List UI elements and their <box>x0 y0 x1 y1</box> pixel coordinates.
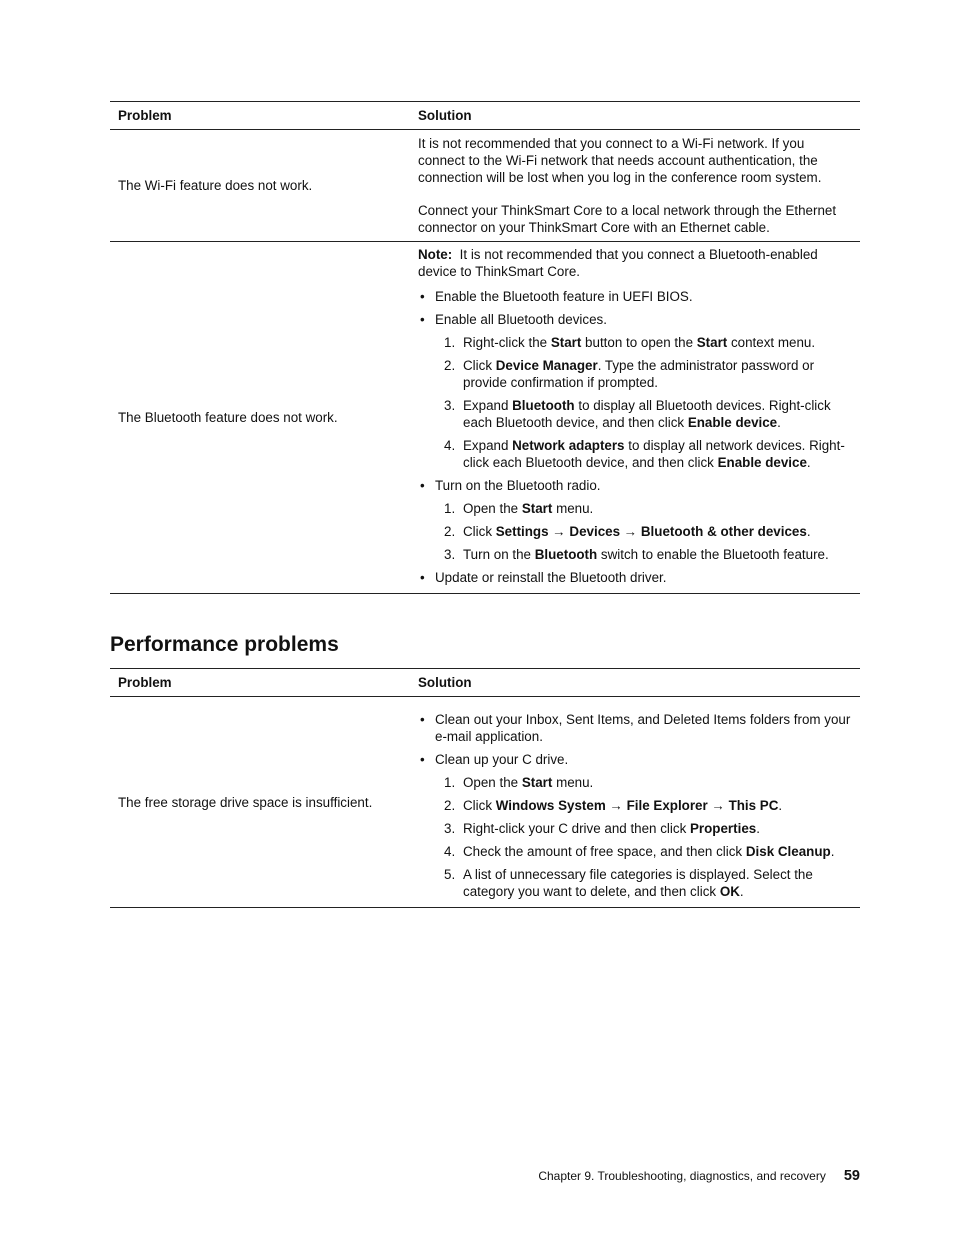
ui-term: This PC <box>728 798 779 813</box>
table-header-row <box>110 669 860 697</box>
step-text: . <box>756 821 760 836</box>
step-text: button to open the <box>581 335 697 350</box>
solution-cell <box>410 130 860 242</box>
ui-term: OK <box>719 884 740 899</box>
step-text: menu. <box>552 775 594 790</box>
step-number: 3. <box>444 398 456 413</box>
step-text: Expand <box>463 438 513 453</box>
bullet-list <box>418 288 852 586</box>
solution-column-header: Solution <box>418 108 472 123</box>
step-text: . Type the administrator password or provide confirmation if prompted. <box>463 358 815 390</box>
step-item <box>435 397 852 431</box>
table-row-bluetooth <box>110 242 860 594</box>
ui-term: Windows System <box>495 798 606 813</box>
list-item <box>418 311 852 471</box>
ui-term: Start <box>521 501 553 516</box>
solution-cell <box>410 697 860 908</box>
step-item <box>435 820 852 837</box>
step-text: Open the <box>463 501 522 516</box>
ui-term: Disk Cleanup <box>745 844 831 859</box>
step-number: 1. <box>444 775 456 790</box>
step-text: . <box>806 524 811 539</box>
list-item <box>418 751 852 900</box>
section-title: Performance problems <box>110 633 339 656</box>
step-text: to display all Bluetooth devices. Right-click each Bluetooth device, and then click <box>463 398 831 430</box>
solution-paragraph: It is not recommended that you connect to a Wi-Fi network. If you connect to the Wi-Fi network that needs account authentication, the connection will be lost when you log in the conference room system. <box>418 136 822 185</box>
step-item <box>435 357 852 391</box>
note-label: Note: <box>418 247 453 262</box>
step-item <box>435 500 852 517</box>
arrow-icon: → <box>707 798 729 813</box>
solution-paragraph: Connect your ThinkSmart Core to a local network through the Ethernet connector on your ThinkSmart Core with an Ethernet cable. <box>418 203 837 235</box>
step-number: 4. <box>444 844 456 859</box>
page-footer <box>538 1168 860 1184</box>
ui-term: File Explorer <box>626 798 708 813</box>
step-text: . <box>777 415 781 430</box>
solution-column-header: Solution <box>418 675 472 690</box>
step-text: Click <box>463 358 496 373</box>
step-text: A list of unnecessary file categories is displayed. Select the category you want to delete, and then click <box>463 867 813 899</box>
step-item <box>435 437 852 471</box>
step-item <box>435 843 852 860</box>
ui-term: Network adapters <box>512 438 625 453</box>
list-item-text: Clean out your Inbox, Sent Items, and Deleted Items folders from your e-mail application. <box>435 712 851 744</box>
solution-cell <box>410 242 860 594</box>
step-text: Check the amount of free space, and then click <box>463 844 746 859</box>
step-item <box>435 523 852 540</box>
step-list <box>435 500 852 563</box>
step-text: Expand <box>463 398 513 413</box>
step-item <box>435 866 852 900</box>
ui-term: Start <box>696 335 728 350</box>
note-text: It is not recommended that you connect a Bluetooth-enabled device to ThinkSmart Core. <box>418 247 818 279</box>
performance-table <box>110 668 860 908</box>
step-item <box>435 546 852 563</box>
ui-term: Devices <box>569 524 621 539</box>
step-list <box>435 774 852 900</box>
list-item-text: Update or reinstall the Bluetooth driver. <box>435 570 667 585</box>
chapter-title: Chapter 9. Troubleshooting, diagnostics, and recovery <box>538 1169 826 1183</box>
ui-term: Enable device <box>717 455 807 470</box>
step-text: . <box>830 844 835 859</box>
problem-column-header: Problem <box>118 108 172 123</box>
ui-term: Bluetooth <box>512 398 575 413</box>
step-text: Turn on the <box>463 547 535 562</box>
note <box>418 246 852 280</box>
step-text: . <box>778 798 783 813</box>
troubleshooting-table <box>110 101 860 594</box>
list-item-text: Enable the Bluetooth feature in UEFI BIOS. <box>435 289 693 304</box>
step-number: 1. <box>444 501 456 516</box>
ui-term: Start <box>550 335 582 350</box>
step-number: 3. <box>444 547 456 562</box>
problem-cell: The free storage drive space is insufficient. <box>118 794 373 810</box>
problem-cell: The Bluetooth feature does not work. <box>118 410 338 425</box>
ui-term: Start <box>521 775 553 790</box>
step-number: 2. <box>444 798 456 813</box>
step-number: 5. <box>444 867 456 882</box>
ui-term: Bluetooth & other devices <box>640 524 807 539</box>
step-text: Open the <box>463 775 522 790</box>
step-item <box>435 774 852 791</box>
step-text: Right-click the <box>463 335 551 350</box>
step-text: Right-click your C drive and then click <box>463 821 690 836</box>
table-row-wifi <box>110 130 860 242</box>
step-item <box>435 334 852 351</box>
step-text: switch to enable the Bluetooth feature. <box>597 547 829 562</box>
step-number: 3. <box>444 821 456 836</box>
list-item-text: Clean up your C drive. <box>435 752 569 767</box>
step-text: . <box>806 455 811 470</box>
ui-term: Device Manager <box>495 358 598 373</box>
page-number: 59 <box>843 1168 860 1184</box>
step-text: to display all network devices. Right-click each Bluetooth device, and then click <box>463 438 845 470</box>
bullet-list <box>418 711 852 900</box>
ui-term: Bluetooth <box>534 547 598 562</box>
ui-term: Enable device <box>687 415 778 430</box>
list-item-text: Enable all Bluetooth devices. <box>435 312 607 327</box>
step-number: 1. <box>444 335 456 350</box>
step-list <box>435 334 852 471</box>
list-item <box>418 288 852 305</box>
arrow-icon: → <box>620 524 641 539</box>
step-text: context menu. <box>727 335 816 350</box>
step-number: 4. <box>444 438 456 453</box>
table-header-row <box>110 102 860 130</box>
ui-term: Settings <box>495 524 549 539</box>
step-text: Click <box>463 798 496 813</box>
step-number: 2. <box>444 358 456 373</box>
step-text: Click <box>463 524 496 539</box>
step-number: 2. <box>444 524 456 539</box>
ui-term: Properties <box>689 821 757 836</box>
problem-cell: The Wi-Fi feature does not work. <box>118 178 313 193</box>
table-row-storage <box>110 697 860 908</box>
list-item <box>418 569 852 586</box>
step-item <box>435 797 852 814</box>
step-text: menu. <box>552 501 594 516</box>
step-text: . <box>739 884 744 899</box>
list-item <box>418 477 852 563</box>
list-item-text: Turn on the Bluetooth radio. <box>435 478 601 493</box>
arrow-icon: → <box>605 798 627 813</box>
arrow-icon: → <box>548 524 570 539</box>
list-item <box>418 711 852 745</box>
problem-column-header: Problem <box>118 675 172 690</box>
